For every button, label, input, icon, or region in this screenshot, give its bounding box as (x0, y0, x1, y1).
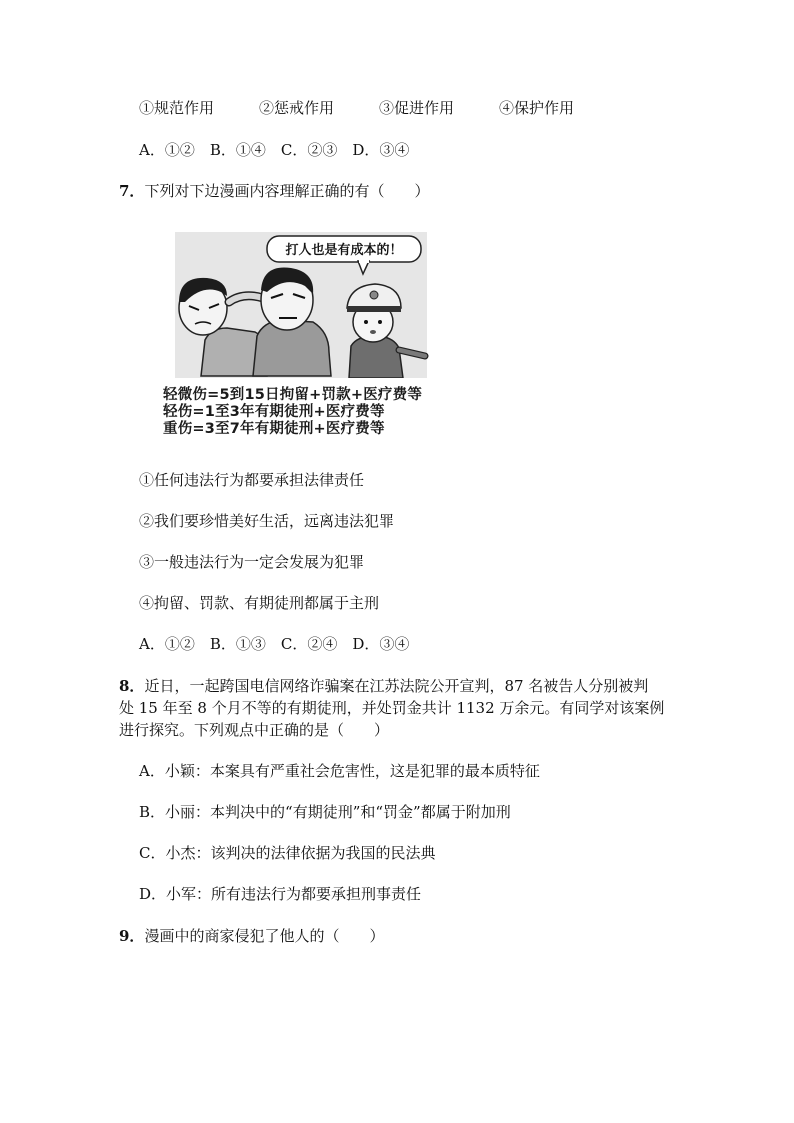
caption-serious-injury: 重伤=3至7年有期徒刑+医疗费等 (163, 421, 385, 437)
q7-options: A．①② B．①③ C．②④ D．③④ (139, 635, 410, 653)
q6-item-2: ②惩戒作用 (259, 99, 335, 117)
q9-number: 9． (119, 927, 145, 945)
q9-stem: 漫画中的商家侵犯了他人的（ ） (144, 927, 385, 945)
q8-stem-line-1: 8．近日，一起跨国电信网络诈骗案在江苏法院公开宣判，87 名被告人分别被判 (119, 677, 649, 695)
caption-minor-injury: 轻微伤=5到15日拘留+罚款+医疗费等 (163, 387, 423, 403)
q7-statement-1: ①任何违法行为都要承担法律责任 (139, 471, 365, 489)
q7-stem: 下列对下边漫画内容理解正确的有（ ） (144, 182, 430, 200)
q7-statement-3: ③一般违法行为一定会发展为犯罪 (139, 553, 365, 571)
q6-options: A．①② B．①④ C．②③ D．③④ (139, 141, 410, 159)
q6-item-3: ③促进作用 (379, 99, 455, 117)
q7-question (119, 181, 429, 201)
q7-number: 7． (119, 182, 145, 200)
q8-stem-line-2: 处 15 年至 8 个月不等的有期徒刑，并处罚金共计 1132 万余元。有同学对该案例 (119, 699, 665, 717)
q8-choice-a: A．小颖：本案具有严重社会危害性，这是犯罪的最本质特征 (139, 762, 540, 780)
q8-stem-line-3: 进行探究。下列观点中正确的是（ ） (119, 721, 390, 739)
caption-light-injury: 轻伤=1至3年有期徒刑+医疗费等 (163, 404, 385, 420)
q7-statement-2: ②我们要珍惜美好生活，远离违法犯罪 (139, 512, 395, 530)
bubble-text: 打人也是有成本的！ (285, 243, 403, 258)
q8-choice-c: C．小杰：该判决的法律依据为我国的民法典 (139, 844, 436, 862)
q6-item-4: ④保护作用 (499, 99, 575, 117)
q8-number: 8． (119, 677, 145, 695)
cartoon-image (163, 228, 433, 378)
q9-question (119, 926, 384, 946)
q8-choice-b: B．小丽：本判决中的“有期徒刑”和“罚金”都属于附加刑 (139, 803, 511, 821)
q8-choice-d: D．小军：所有违法行为都要承担刑事责任 (139, 885, 422, 903)
q6-item-1: ①规范作用 (139, 99, 215, 117)
q6-items (139, 98, 639, 118)
q7-statement-4: ④拘留、罚款、有期徒刑都属于主刑 (139, 594, 380, 612)
